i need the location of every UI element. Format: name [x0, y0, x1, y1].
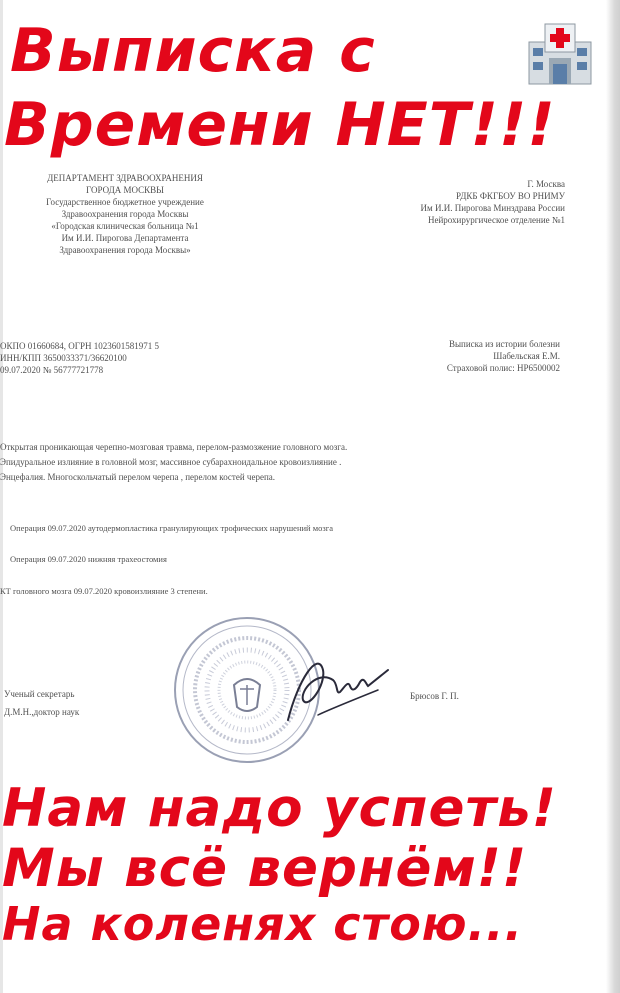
code-line: ИНН/КПП 3650033371/36620100: [0, 353, 127, 363]
header-line: Им И.И. Пирогова Департамента: [61, 233, 189, 243]
history-line: Шабельская Е.М.: [493, 351, 560, 361]
header-line: Государственное бюджетное учреждение: [46, 197, 204, 207]
banner-line: Мы всё вернём!!: [2, 838, 528, 899]
header-line: Здравоохранения города Москвы»: [59, 245, 191, 255]
hospital-icon: [527, 22, 593, 86]
header-line: Им И.И. Пирогова Минздрава России: [420, 203, 565, 213]
secretary-title: Ученый секретарь: [4, 689, 75, 699]
banner-line: На коленях стою...: [2, 897, 523, 951]
handwritten-signature: [278, 640, 398, 730]
operation-line: Операция 09.07.2020 нижняя трахеостомия: [10, 554, 167, 564]
header-line: РДКБ ФКГБОУ ВО РНИМУ: [455, 191, 565, 201]
header-line: ГОРОДА МОСКВЫ: [85, 185, 164, 195]
history-info: [360, 338, 560, 374]
diagnosis-line: Открытая проникающая черепно-мозговая травма, перелом-размозжение головного мозга.: [0, 442, 348, 452]
diagnosis-line: Энцефалия. Многоскольчатый перелом черепа , перелом костей черепа.: [0, 472, 276, 482]
page-edge-right: [606, 0, 620, 993]
secretary-block: [4, 685, 79, 721]
registration-codes: [0, 340, 159, 376]
secretary-degree: Д.М.Н.,доктор наук: [4, 707, 80, 717]
ct-line: КТ головного мозга 09.07.2020 кровоизлияние 3 степени.: [0, 586, 208, 596]
history-line: Страховой полис: НР6500002: [446, 363, 560, 373]
hospital-header: [350, 178, 565, 226]
history-line: Выписка из истории болезни: [448, 339, 560, 349]
signer-name: Брюсов Г. П.: [410, 691, 459, 701]
header-line: Здравоохранения города Москвы: [61, 209, 189, 219]
diagnosis: [0, 440, 347, 485]
header-line: ДЕПАРТАМЕНТ ЗДРАВООХРАНЕНИЯ: [47, 173, 203, 183]
diagnosis-line: Эпидуральное излияние в головной мозг, массивное субарахноидальное кровоизлияние .: [0, 457, 342, 467]
code-line: 09.07.2020 № 56777721778: [0, 365, 104, 375]
banner-line: Времени НЕТ!!!: [4, 90, 556, 160]
banner-line: Нам надо успеть!: [2, 778, 557, 839]
code-line: ОКПО 01660684, ОГРН 1023601581971 5: [0, 341, 159, 351]
header-line: Нейрохирургическое отделение №1: [427, 215, 565, 225]
header-line: «Городская клиническая больница №1: [51, 221, 199, 231]
banner-line: Выписка с: [10, 16, 376, 86]
operation-line: Операция 09.07.2020 аутодермопластика гранулирующих трофических нарушений мозга: [10, 523, 333, 533]
header-line: Г. Москва: [527, 179, 565, 189]
department-header: [0, 172, 250, 256]
